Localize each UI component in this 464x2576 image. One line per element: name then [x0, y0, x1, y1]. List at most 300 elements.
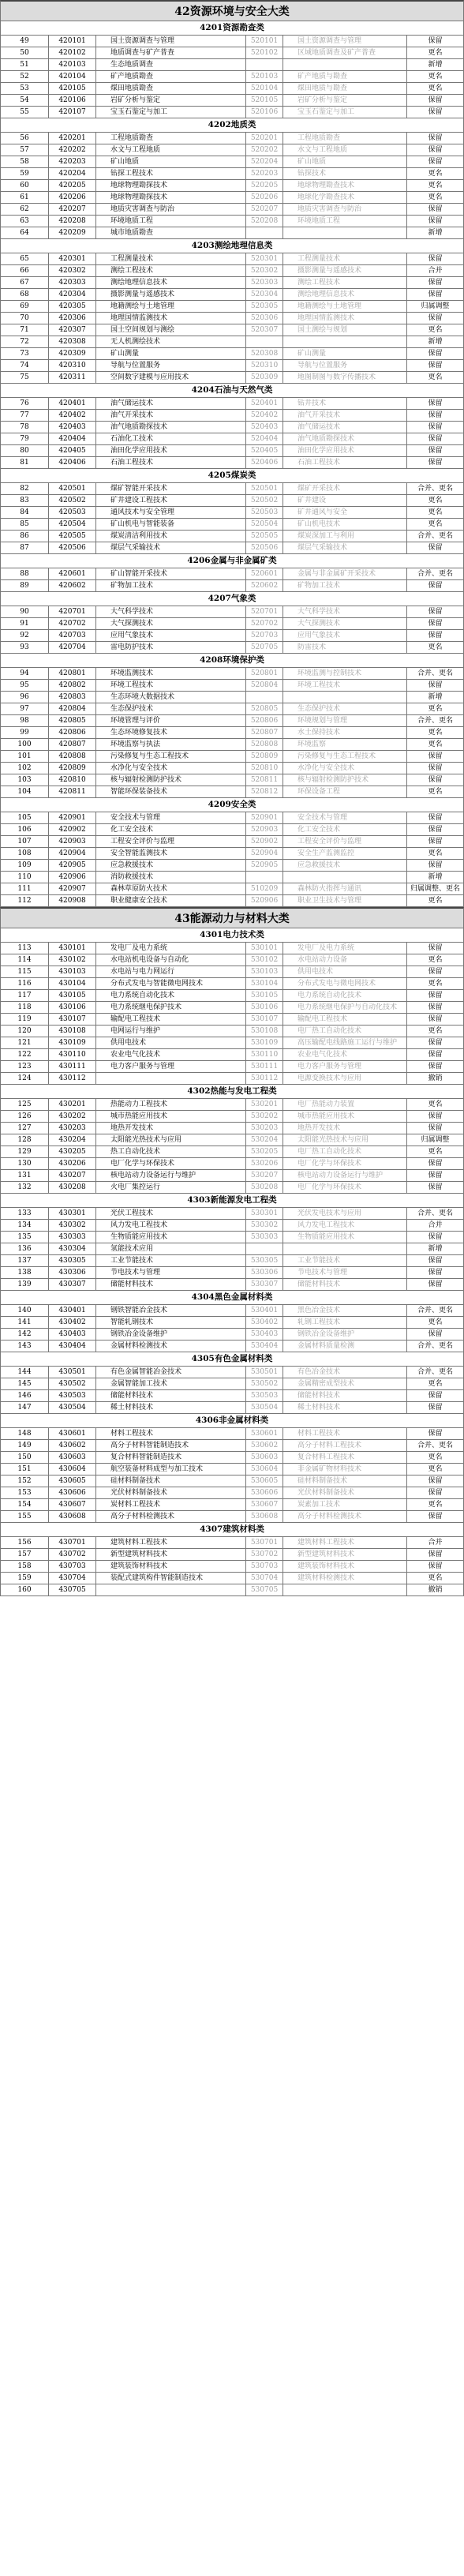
adjustment: 合并、更名 [407, 531, 464, 542]
row-seq: 128 [0, 1134, 49, 1146]
adjustment: 保留 [407, 618, 464, 629]
old-name: 节电技术与管理 [283, 1267, 407, 1278]
old-code: 520905 [246, 860, 283, 871]
old-name: 有色冶金技术 [283, 1367, 407, 1378]
old-name: 储能材料技术 [283, 1279, 407, 1290]
table-row [0, 422, 464, 433]
new-code: 430307 [49, 1279, 96, 1290]
old-name: 复合材料工程技术 [283, 1452, 407, 1463]
table-row [0, 1073, 464, 1085]
adjustment: 合并、更名 [407, 715, 464, 726]
new-name: 矿产地质勘查 [96, 71, 246, 82]
table-row [0, 1428, 464, 1440]
new-name: 森林草原防火技术 [96, 883, 246, 894]
old-name [283, 227, 407, 238]
adjustment: 保留 [407, 348, 464, 359]
row-seq: 136 [0, 1243, 49, 1254]
adjustment: 保留 [407, 542, 464, 553]
old-code: 530110 [246, 1049, 283, 1060]
adjustment: 更名 [407, 180, 464, 191]
new-name: 钻探工程技术 [96, 168, 246, 179]
new-name: 煤炭清洁利用技术 [96, 531, 246, 542]
old-name: 职业卫生技术与管理 [283, 895, 407, 906]
old-code: 520505 [246, 531, 283, 542]
new-name: 油气储运技术 [96, 398, 246, 409]
old-code: 520506 [246, 542, 283, 553]
old-name: 建筑材料工程技术 [283, 1537, 407, 1548]
old-name: 污染修复与生态工程技术 [283, 751, 407, 762]
new-name: 地质灾害调查与防治 [96, 204, 246, 215]
old-name [283, 336, 407, 347]
new-code: 430204 [49, 1134, 96, 1146]
row-seq: 86 [0, 531, 49, 542]
old-name: 轧钢工程技术 [283, 1317, 407, 1328]
new-code: 430303 [49, 1232, 96, 1243]
table-row [0, 1208, 464, 1220]
old-name: 应急救援技术 [283, 860, 407, 871]
table-row [0, 1279, 464, 1291]
new-name: 炭材料工程技术 [96, 1499, 246, 1510]
old-code: 520808 [246, 739, 283, 750]
old-name: 风力发电工程技术 [283, 1220, 407, 1231]
row-seq: 144 [0, 1367, 49, 1378]
new-name: 金属材料检测技术 [96, 1340, 246, 1352]
adjustment: 保留 [407, 457, 464, 468]
row-seq: 68 [0, 289, 49, 300]
row-seq: 64 [0, 227, 49, 238]
row-seq: 108 [0, 848, 49, 859]
new-code: 420506 [49, 542, 96, 553]
old-name: 供用电技术 [283, 966, 407, 977]
old-code [246, 1243, 283, 1254]
old-code: 520301 [246, 253, 283, 264]
old-name: 导航与位置服务 [283, 360, 407, 371]
new-code: 430112 [49, 1073, 96, 1084]
new-code: 420602 [49, 580, 96, 591]
old-code: 520804 [246, 680, 283, 691]
table-row [0, 1111, 464, 1123]
new-name: 供用电技术 [96, 1037, 246, 1048]
row-seq: 125 [0, 1099, 49, 1110]
new-name: 地球物理勘探技术 [96, 192, 246, 203]
new-code: 420908 [49, 895, 96, 906]
table-row [0, 95, 464, 107]
old-name [283, 1584, 407, 1595]
old-name: 金属材料质量检测 [283, 1340, 407, 1352]
old-name: 石油工程技术 [283, 457, 407, 468]
old-name: 大气科学技术 [283, 606, 407, 617]
old-code: 530207 [246, 1170, 283, 1181]
old-code: 530404 [246, 1340, 283, 1352]
old-code: 520504 [246, 519, 283, 530]
old-code: 530102 [246, 954, 283, 966]
old-code: 520203 [246, 168, 283, 179]
row-seq: 49 [0, 36, 49, 47]
adjustment: 保留 [407, 680, 464, 691]
adjustment: 合并 [407, 265, 464, 276]
adjustment: 撤销 [407, 1073, 464, 1084]
new-code: 420103 [49, 59, 96, 70]
sub-category-header: 4204石油与天然气类 [0, 384, 464, 398]
old-name [283, 1243, 407, 1254]
table-row [0, 990, 464, 1002]
old-code: 530203 [246, 1123, 283, 1134]
old-code: 520404 [246, 433, 283, 444]
table-row [0, 966, 464, 978]
table-row [0, 253, 464, 265]
new-code: 420309 [49, 348, 96, 359]
row-seq: 89 [0, 580, 49, 591]
row-seq: 124 [0, 1073, 49, 1084]
sub-category-header: 4206金属与非金属矿类 [0, 554, 464, 568]
row-seq: 117 [0, 990, 49, 1001]
row-seq: 160 [0, 1584, 49, 1595]
new-code: 420503 [49, 507, 96, 518]
table-row [0, 1049, 464, 1061]
old-code: 530106 [246, 1002, 283, 1013]
old-name: 金属与非金属矿开采技术 [283, 568, 407, 579]
new-code: 430503 [49, 1390, 96, 1401]
table-row [0, 1390, 464, 1402]
row-seq: 103 [0, 774, 49, 786]
row-seq: 120 [0, 1026, 49, 1037]
adjustment: 更名 [407, 1499, 464, 1510]
row-seq: 88 [0, 568, 49, 579]
adjustment: 保留 [407, 144, 464, 156]
adjustment: 更名 [407, 47, 464, 58]
old-name: 地籍测绘与土地管理 [283, 301, 407, 312]
old-name: 城市热能应用技术 [283, 1111, 407, 1122]
old-code: 520502 [246, 495, 283, 506]
row-seq: 51 [0, 59, 49, 70]
new-name: 储能材料技术 [96, 1390, 246, 1401]
new-code: 420101 [49, 36, 96, 47]
adjustment: 更名 [407, 372, 464, 383]
table-row [0, 895, 464, 907]
table-row [0, 483, 464, 495]
new-name: 导航与位置服务 [96, 360, 246, 371]
adjustment: 更名 [407, 495, 464, 506]
adjustment: 保留 [407, 630, 464, 641]
old-code: 520302 [246, 265, 283, 276]
row-seq: 123 [0, 1061, 49, 1072]
table-row [0, 227, 464, 239]
adjustment: 保留 [407, 156, 464, 167]
old-name: 煤炭深加工与利用 [283, 531, 407, 542]
table-row [0, 642, 464, 654]
row-seq: 93 [0, 642, 49, 653]
adjustment: 保留 [407, 774, 464, 786]
adjustment: 新增 [407, 692, 464, 703]
adjustment: 保留 [407, 1267, 464, 1278]
adjustment: 合并、更名 [407, 1367, 464, 1378]
old-name: 光伏发电技术与应用 [283, 1208, 407, 1219]
adjustment: 更名 [407, 848, 464, 859]
table-row [0, 580, 464, 592]
old-code: 520201 [246, 133, 283, 144]
new-code: 430111 [49, 1061, 96, 1072]
adjustment: 保留 [407, 1279, 464, 1290]
adjustment: 保留 [407, 1037, 464, 1048]
new-code: 420601 [49, 568, 96, 579]
old-name: 电厂热工自动化技术 [283, 1026, 407, 1037]
row-seq: 83 [0, 495, 49, 506]
table-row [0, 410, 464, 422]
new-code: 420209 [49, 227, 96, 238]
sub-category-header: 4307建筑材料类 [0, 1523, 464, 1537]
row-seq: 156 [0, 1537, 49, 1548]
new-name: 水电站机电设备与自动化 [96, 954, 246, 966]
new-name: 生态地质调查 [96, 59, 246, 70]
old-name: 建筑装饰材料技术 [283, 1561, 407, 1572]
adjustment: 更名 [407, 954, 464, 966]
old-name: 黑色冶金技术 [283, 1305, 407, 1316]
new-name: 分布式发电与智能微电网技术 [96, 978, 246, 989]
old-name [283, 872, 407, 883]
new-name: 材料工程技术 [96, 1428, 246, 1439]
old-code: 530601 [246, 1428, 283, 1439]
old-name: 油田化学应用技术 [283, 445, 407, 456]
new-name: 矿山地质 [96, 156, 246, 167]
adjustment: 合并、更名 [407, 568, 464, 579]
adjustment: 新增 [407, 336, 464, 347]
row-seq: 100 [0, 739, 49, 750]
row-seq: 159 [0, 1573, 49, 1584]
adjustment: 保留 [407, 751, 464, 762]
old-name: 油气开采技术 [283, 410, 407, 421]
table-row [0, 1243, 464, 1255]
table-row [0, 1014, 464, 1026]
sub-category-header: 4304黑色金属材料类 [0, 1291, 464, 1305]
row-seq: 91 [0, 618, 49, 629]
old-name: 测绘工程技术 [283, 277, 407, 288]
new-code: 420903 [49, 836, 96, 847]
new-code: 430602 [49, 1440, 96, 1451]
old-code: 530103 [246, 966, 283, 977]
old-code: 530303 [246, 1232, 283, 1243]
new-name: 雷电防护技术 [96, 642, 246, 653]
old-code: 530301 [246, 1208, 283, 1219]
old-code: 530201 [246, 1099, 283, 1110]
old-name: 环境地质工程 [283, 216, 407, 227]
old-code: 530602 [246, 1440, 283, 1451]
old-name: 电厂化学与环保技术 [283, 1158, 407, 1169]
table-row [0, 978, 464, 990]
new-name: 工程地质勘查 [96, 133, 246, 144]
adjustment: 更名 [407, 519, 464, 530]
adjustment: 保留 [407, 1182, 464, 1193]
new-name: 农业电气化技术 [96, 1049, 246, 1060]
table-row [0, 692, 464, 703]
table-row [0, 265, 464, 277]
new-code: 430702 [49, 1549, 96, 1560]
row-seq: 143 [0, 1340, 49, 1352]
new-name: 核电站动力设备运行与维护 [96, 1170, 246, 1181]
new-code: 430104 [49, 978, 96, 989]
new-code: 430107 [49, 1014, 96, 1025]
table-row [0, 1255, 464, 1267]
new-code: 430703 [49, 1561, 96, 1572]
old-name: 摄影测量与遥感技术 [283, 265, 407, 276]
sub-category-header: 4306非金属材料类 [0, 1414, 464, 1428]
adjustment: 保留 [407, 943, 464, 954]
old-name: 钻井技术 [283, 398, 407, 409]
row-seq: 133 [0, 1208, 49, 1219]
new-code: 420807 [49, 739, 96, 750]
new-name: 矿物加工技术 [96, 580, 246, 591]
table-row [0, 204, 464, 216]
new-code: 420207 [49, 204, 96, 215]
row-seq: 97 [0, 703, 49, 714]
old-name: 水净化与安全技术 [283, 763, 407, 774]
old-name: 高分子材料工程技术 [283, 1440, 407, 1451]
new-name: 太阳能光热技术与应用 [96, 1134, 246, 1146]
new-code: 430302 [49, 1220, 96, 1231]
new-name: 工业节能技术 [96, 1255, 246, 1266]
new-code: 430306 [49, 1267, 96, 1278]
old-name: 森林防火指挥与通讯 [283, 883, 407, 894]
table-row [0, 433, 464, 445]
table-row [0, 943, 464, 954]
old-name: 建筑材料检测技术 [283, 1573, 407, 1584]
old-code: 530208 [246, 1182, 283, 1193]
row-seq: 55 [0, 107, 49, 118]
table-row [0, 507, 464, 519]
new-code: 420808 [49, 751, 96, 762]
old-code: 530606 [246, 1487, 283, 1498]
row-seq: 137 [0, 1255, 49, 1266]
old-code: 520906 [246, 895, 283, 906]
new-name: 大气科学技术 [96, 606, 246, 617]
row-seq: 151 [0, 1464, 49, 1475]
new-code: 420901 [49, 812, 96, 823]
old-name: 金属精密成型技术 [283, 1378, 407, 1389]
table-row [0, 703, 464, 715]
table-row [0, 1549, 464, 1561]
old-name [283, 59, 407, 70]
old-code: 520901 [246, 812, 283, 823]
table-row [0, 872, 464, 883]
old-name [283, 692, 407, 703]
adjustment: 归属调整 [407, 301, 464, 312]
adjustment: 保留 [407, 1255, 464, 1266]
major-category-header: 42资源环境与安全大类 [0, 0, 464, 21]
adjustment: 保留 [407, 1170, 464, 1181]
row-seq: 155 [0, 1511, 49, 1522]
new-code: 430401 [49, 1305, 96, 1316]
new-code: 420703 [49, 630, 96, 641]
old-code: 520705 [246, 642, 283, 653]
row-seq: 132 [0, 1182, 49, 1193]
old-code: 530105 [246, 990, 283, 1001]
old-code: 520305 [246, 301, 283, 312]
new-name: 国土空间规划与测绘 [96, 324, 246, 336]
new-code: 420906 [49, 872, 96, 883]
new-code: 430402 [49, 1317, 96, 1328]
old-name: 光伏材料制备技术 [283, 1487, 407, 1498]
old-code: 520307 [246, 324, 283, 336]
new-code: 430109 [49, 1037, 96, 1048]
new-name: 国土资源调查与管理 [96, 36, 246, 47]
row-seq: 77 [0, 410, 49, 421]
new-name: 宝玉石鉴定与加工 [96, 107, 246, 118]
adjustment: 归属调整、更名 [407, 883, 464, 894]
new-code: 420105 [49, 83, 96, 94]
row-seq: 54 [0, 95, 49, 106]
adjustment: 保留 [407, 1428, 464, 1439]
new-name: 石油化工技术 [96, 433, 246, 444]
row-seq: 94 [0, 668, 49, 679]
table-row [0, 1464, 464, 1475]
old-code: 520204 [246, 156, 283, 167]
table-row [0, 156, 464, 168]
old-code: 530109 [246, 1037, 283, 1048]
new-code: 420704 [49, 642, 96, 653]
old-code: 530104 [246, 978, 283, 989]
new-name [96, 1584, 246, 1595]
new-name: 油田化学应用技术 [96, 445, 246, 456]
old-code: 520103 [246, 71, 283, 82]
adjustment: 保留 [407, 606, 464, 617]
new-code: 430604 [49, 1464, 96, 1475]
adjustment: 保留 [407, 313, 464, 324]
old-name: 水文与工程地质 [283, 144, 407, 156]
table-row [0, 1329, 464, 1340]
adjustment: 保留 [407, 422, 464, 433]
row-seq: 152 [0, 1475, 49, 1487]
table-row [0, 1499, 464, 1511]
table-row [0, 1537, 464, 1549]
table-row [0, 71, 464, 83]
row-seq: 116 [0, 978, 49, 989]
sub-category-header: 4302热能与发电工程类 [0, 1085, 464, 1099]
old-name: 地球化学勘查技术 [283, 192, 407, 203]
row-seq: 81 [0, 457, 49, 468]
row-seq: 80 [0, 445, 49, 456]
new-code: 420804 [49, 703, 96, 714]
new-code: 420206 [49, 192, 96, 203]
new-name: 城市热能应用技术 [96, 1111, 246, 1122]
old-code: 520306 [246, 313, 283, 324]
new-code: 420902 [49, 824, 96, 835]
adjustment: 更名 [407, 739, 464, 750]
adjustment: 保留 [407, 1123, 464, 1134]
new-name: 矿山智能开采技术 [96, 568, 246, 579]
adjustment: 保留 [407, 1049, 464, 1060]
new-code: 420107 [49, 107, 96, 118]
old-name: 储能材料技术 [283, 1390, 407, 1401]
row-seq: 65 [0, 253, 49, 264]
new-code: 430208 [49, 1182, 96, 1193]
adjustment: 保留 [407, 107, 464, 118]
row-seq: 70 [0, 313, 49, 324]
row-seq: 96 [0, 692, 49, 703]
new-code: 420702 [49, 618, 96, 629]
adjustment: 更名 [407, 1464, 464, 1475]
old-code: 530608 [246, 1511, 283, 1522]
new-code: 420104 [49, 71, 96, 82]
new-name: 新型建筑材料技术 [96, 1549, 246, 1560]
row-seq: 60 [0, 180, 49, 191]
old-code: 530108 [246, 1026, 283, 1037]
row-seq: 52 [0, 71, 49, 82]
sub-category-header: 4209安全类 [0, 798, 464, 812]
table-row [0, 568, 464, 580]
adjustment: 新增 [407, 872, 464, 883]
table-row [0, 348, 464, 360]
table-row [0, 836, 464, 848]
new-name: 岩矿分析与鉴定 [96, 95, 246, 106]
